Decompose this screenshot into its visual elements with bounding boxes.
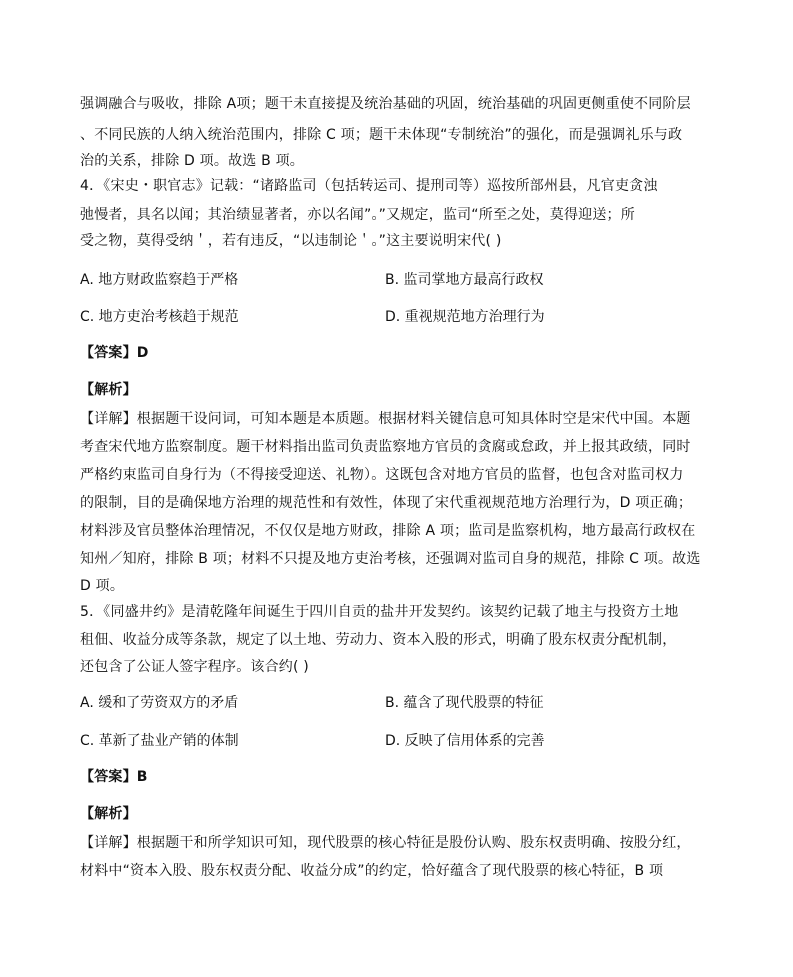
q4-detail-line-2: 考查宋代地方监察制度。题干材料指出监司负责监察地方官员的贪腐或怠政，并上报其政绩，同时: [80, 439, 691, 455]
q4-detail-line-6: 知州／知府，排除 B 项；材料不只提及地方吏治考核，还强调对监司自身的规范，排除 C 项。故选: [80, 551, 701, 567]
q4-detail-line-3: 严格约束监司自身行为（不得接受迎送、礼物）。这既包含对地方官员的监督，也包含对监司权力: [80, 467, 684, 483]
q5-stem-line-1: 5．《同盛井约》是清乾隆年间诞生于四川自贡的盐井开发契约。该契约记载了地主与投资方土地: [80, 604, 679, 620]
continuation-line-2: 、不同民族的人纳入统治范围内，排除 C 项；题干未体现“专制统治”的强化，而是强调礼乐与政: [80, 127, 683, 143]
q4-option-a: A. 地方财政监察趋于严格: [80, 272, 239, 288]
q5-option-b: B. 蕴含了现代股票的特征: [385, 695, 544, 711]
q5-stem-line-3: 还包含了公证人签字程序。该合约( ): [80, 659, 309, 675]
q5-option-c: C. 革新了盐业产销的体制: [80, 733, 239, 749]
q5-option-d: D. 反映了信用体系的完善: [385, 733, 545, 749]
q4-detail-line-5: 材料涉及官员整体治理情况，不仅仅是地方财政，排除 A 项；监司是监察机构，地方最高行政权在: [80, 523, 696, 539]
q4-answer: 【答案】D: [80, 345, 149, 361]
q5-answer: 【答案】B: [80, 769, 148, 785]
q5-option-a: A. 缓和了劳资双方的矛盾: [80, 695, 239, 711]
q4-stem-line-1: 4．《宋史・职官志》记载：“诸路监司（包括转运司、提刑司等）巡按所部州县，凡官吏贪浊: [80, 178, 658, 194]
q4-detail-line-7: D 项。: [80, 578, 125, 594]
q5-detail-line-1: 【详解】根据题干和所学知识可知，现代股票的核心特征是股份认购、股东权责明确、按股分红，: [80, 835, 691, 851]
q5-stem-line-2: 租佃、收益分成等条款，规定了以土地、劳动力、资本入股的形式，明确了股东权责分配机制，: [80, 632, 677, 648]
q4-option-c: C. 地方吏治考核趋于规范: [80, 309, 239, 325]
q4-option-d: D. 重视规范地方治理行为: [385, 309, 545, 325]
q4-option-b: B. 监司掌地方最高行政权: [385, 272, 544, 288]
q4-detail-line-4: 的限制，目的是确保地方治理的规范性和有效性，体现了宋代重视规范地方治理行为，D 项正确；: [80, 495, 693, 511]
q4-analysis-label: 【解析】: [80, 382, 137, 398]
continuation-line-1: 强调融合与吸收，排除 A项；题干未直接提及统治基础的巩固，统治基础的巩固更侧重使不同阶层: [80, 96, 691, 112]
q4-stem-line-3: 受之物，莫得受纳＇，若有违反，“以违制论＇。”这主要说明宋代( ): [80, 233, 502, 249]
continuation-line-3: 治的关系，排除 D 项。故选 B 项。: [80, 153, 304, 169]
q5-analysis-label: 【解析】: [80, 806, 137, 822]
q4-detail-line-1: 【详解】根据题干设问词，可知本题是本质题。根据材料关键信息可知具体时空是宋代中国。本题: [80, 411, 691, 427]
q4-stem-line-2: 弛慢者，具名以闻；其治绩显著者，亦以名闻”。”又规定，监司“所至之处，莫得迎送；所: [80, 207, 635, 223]
q5-detail-line-2: 材料中“资本入股、股东权责分配、收益分成”的约定，恰好蕴含了现代股票的核心特征，B 项: [80, 863, 664, 879]
